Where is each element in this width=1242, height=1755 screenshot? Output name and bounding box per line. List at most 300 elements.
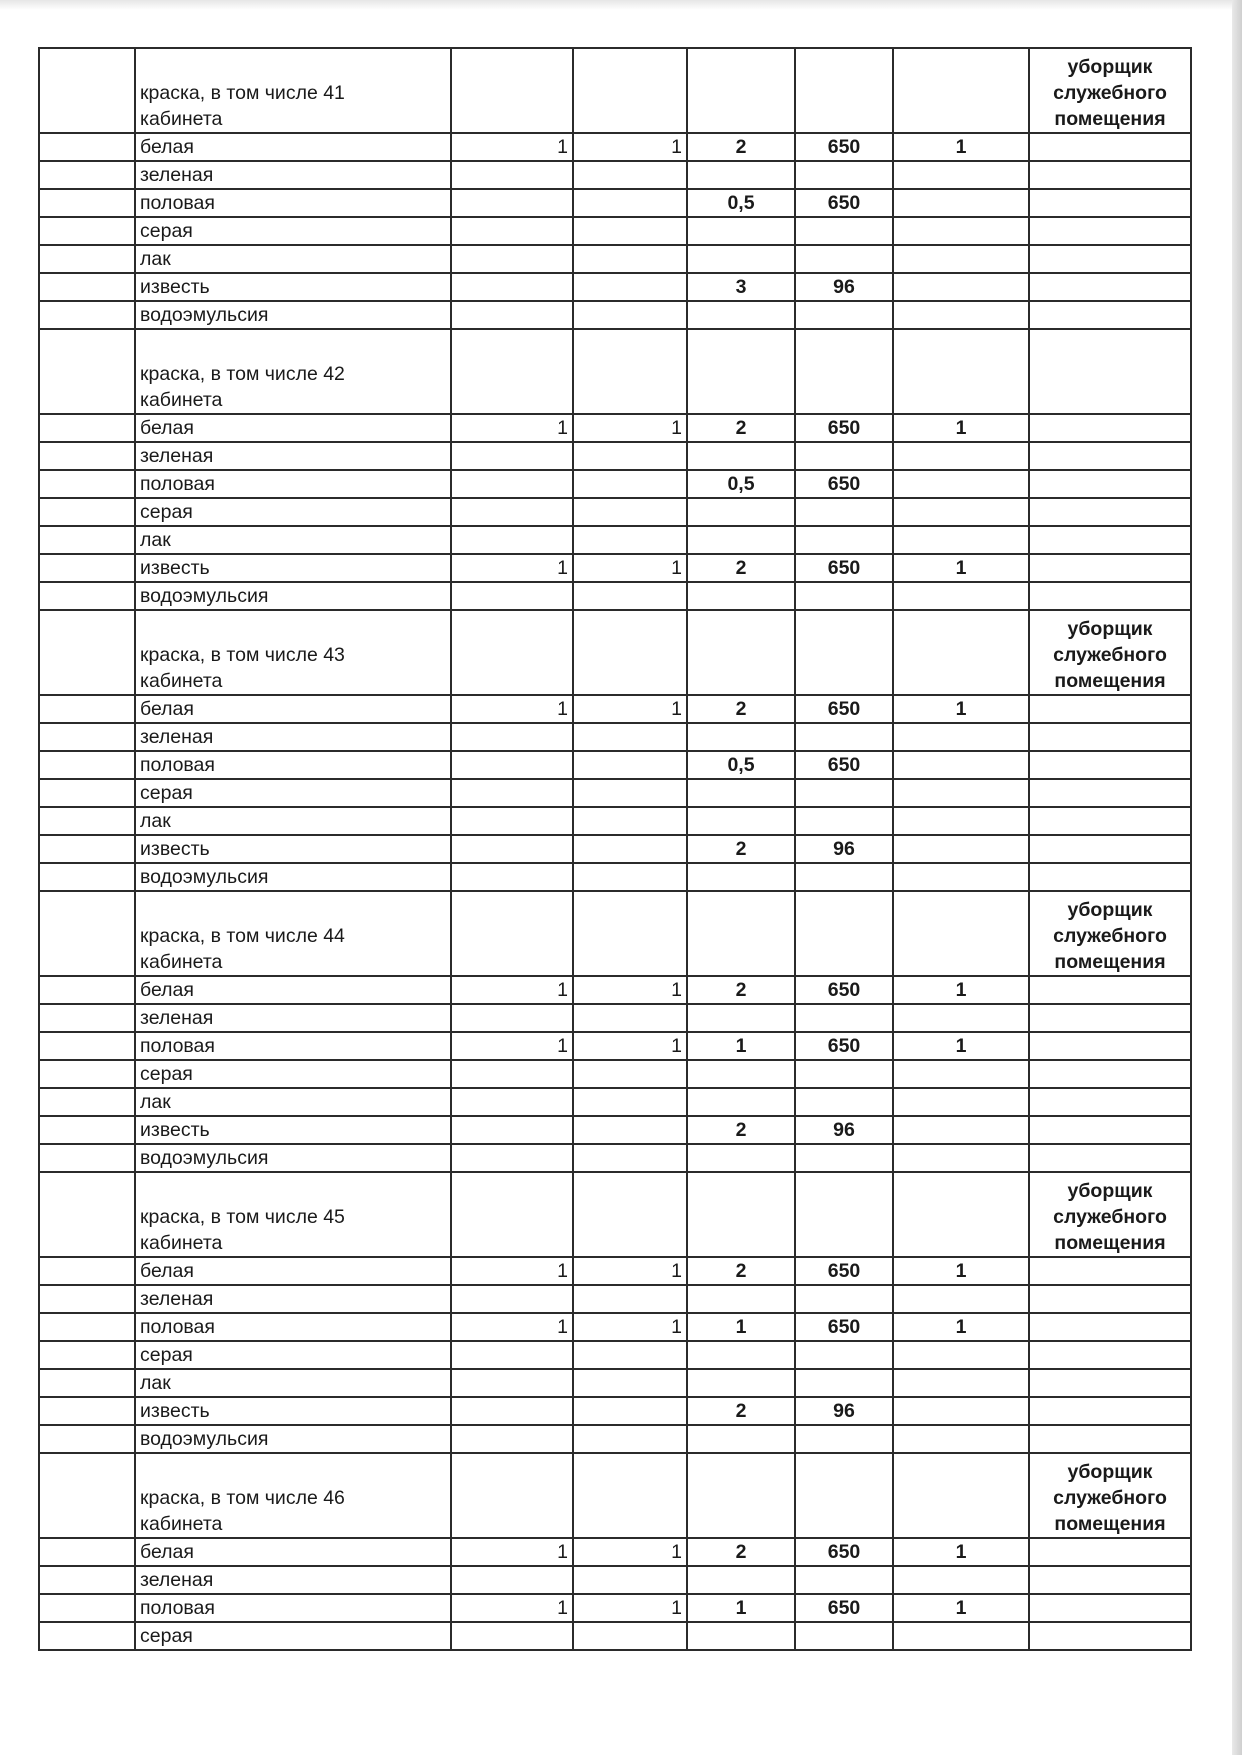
item-name: зеленая [135,161,451,189]
price-cell: 650 [795,1538,893,1566]
table-row [39,301,1191,329]
qty-a-cell [451,863,573,891]
qty-b-cell [573,1622,687,1650]
responsible-role [1029,891,1191,976]
table-row [39,582,1191,610]
price-cell [795,1144,893,1172]
qty-a-cell: 1 [451,133,573,161]
blank-cell [573,610,687,695]
price-cell [795,217,893,245]
qty-c-cell: 2 [687,1116,795,1144]
count-cell [893,1622,1029,1650]
item-name: зеленая [135,1285,451,1313]
qty-c-cell [687,1566,795,1594]
blank-cell [39,1172,135,1257]
table-row [39,442,1191,470]
count-cell [893,1369,1029,1397]
blank-cell [687,1453,795,1538]
item-name: половая [135,1313,451,1341]
blank-cell [39,1144,135,1172]
item-name: водоэмульсия [135,1425,451,1453]
qty-b-cell: 1 [573,133,687,161]
qty-c-cell [687,779,795,807]
count-cell [893,273,1029,301]
qty-c-cell [687,1004,795,1032]
blank-cell [1029,863,1191,891]
blank-cell [795,329,893,414]
blank-cell [39,1566,135,1594]
blank-cell [1029,554,1191,582]
table-row [39,1116,1191,1144]
blank-cell [39,133,135,161]
qty-a-cell: 1 [451,1032,573,1060]
blank-cell [893,1172,1029,1257]
qty-b-cell [573,498,687,526]
qty-b-cell [573,1566,687,1594]
qty-b-cell [573,751,687,779]
section-title-line: кабинета [140,670,223,692]
blank-cell [1029,695,1191,723]
qty-a-cell [451,217,573,245]
count-cell [893,582,1029,610]
blank-cell [39,835,135,863]
item-name: известь [135,554,451,582]
blank-cell [39,442,135,470]
table-row [39,273,1191,301]
table-row [39,1313,1191,1341]
price-cell: 96 [795,273,893,301]
table-row [39,470,1191,498]
qty-a-cell: 1 [451,414,573,442]
qty-a-cell: 1 [451,976,573,1004]
price-cell [795,498,893,526]
price-cell [795,779,893,807]
qty-b-cell [573,807,687,835]
table-row [39,1425,1191,1453]
blank-cell [795,891,893,976]
price-cell: 650 [795,133,893,161]
blank-cell [39,1116,135,1144]
qty-a-cell [451,723,573,751]
blank-cell [1029,273,1191,301]
blank-cell [451,48,573,133]
count-cell [893,779,1029,807]
table-row [39,976,1191,1004]
section-title [135,891,451,976]
qty-b-cell: 1 [573,1257,687,1285]
qty-a-cell [451,807,573,835]
section-title-line: краска, в том числе 42 [140,363,345,385]
item-name: половая [135,751,451,779]
qty-c-cell: 1 [687,1594,795,1622]
table-row [39,1285,1191,1313]
price-cell: 96 [795,1116,893,1144]
price-cell [795,582,893,610]
table-row [39,863,1191,891]
qty-a-cell [451,442,573,470]
blank-cell [1029,1538,1191,1566]
blank-cell [39,48,135,133]
item-name: известь [135,273,451,301]
blank-cell [1029,161,1191,189]
price-cell [795,526,893,554]
qty-b-cell [573,779,687,807]
qty-a-cell [451,1397,573,1425]
count-cell: 1 [893,554,1029,582]
section-title-line: краска, в том числе 45 [140,1206,345,1228]
count-cell [893,1116,1029,1144]
qty-c-cell [687,161,795,189]
blank-cell [451,1172,573,1257]
count-cell: 1 [893,695,1029,723]
qty-c-cell: 2 [687,414,795,442]
qty-a-cell [451,1060,573,1088]
table-row [39,695,1191,723]
item-name: зеленая [135,723,451,751]
qty-c-cell [687,1088,795,1116]
qty-c-cell [687,442,795,470]
role-line: уборщик [1067,1461,1153,1483]
qty-b-cell [573,273,687,301]
count-cell: 1 [893,133,1029,161]
price-cell [795,442,893,470]
blank-cell [39,779,135,807]
blank-cell [573,48,687,133]
qty-b-cell [573,1369,687,1397]
table-row [39,835,1191,863]
section-header-row [39,1172,1191,1257]
item-name: зеленая [135,442,451,470]
qty-c-cell [687,245,795,273]
qty-c-cell [687,526,795,554]
section-title-line: краска, в том числе 41 [140,82,345,104]
blank-cell [1029,1060,1191,1088]
item-name: белая [135,414,451,442]
item-name: известь [135,1397,451,1425]
role-line: помещения [1054,951,1166,973]
blank-cell [893,329,1029,414]
qty-b-cell [573,1060,687,1088]
blank-cell [39,1032,135,1060]
role-line: служебного [1053,82,1167,104]
blank-cell [1029,1116,1191,1144]
table-row [39,751,1191,779]
price-cell [795,723,893,751]
qty-b-cell [573,1116,687,1144]
section-title-line: кабинета [140,1232,223,1254]
qty-c-cell: 0,5 [687,751,795,779]
blank-cell [1029,1341,1191,1369]
qty-c-cell: 0,5 [687,189,795,217]
qty-a-cell [451,273,573,301]
count-cell [893,301,1029,329]
qty-b-cell [573,1285,687,1313]
blank-cell [687,48,795,133]
blank-cell [39,1313,135,1341]
blank-cell [1029,498,1191,526]
item-name: белая [135,695,451,723]
count-cell: 1 [893,1032,1029,1060]
blank-cell [687,610,795,695]
blank-cell [39,470,135,498]
responsible-role [1029,610,1191,695]
qty-b-cell: 1 [573,1313,687,1341]
table-row [39,1622,1191,1650]
count-cell [893,189,1029,217]
count-cell [893,751,1029,779]
qty-b-cell [573,1397,687,1425]
item-name: серая [135,1341,451,1369]
qty-a-cell [451,526,573,554]
blank-cell [1029,1004,1191,1032]
qty-a-cell [451,189,573,217]
qty-b-cell [573,470,687,498]
blank-cell [1029,1257,1191,1285]
table-row [39,1004,1191,1032]
count-cell [893,161,1029,189]
qty-c-cell [687,217,795,245]
section-title-line: кабинета [140,951,223,973]
price-cell [795,1566,893,1594]
materials-table [38,47,1192,1651]
item-name: белая [135,133,451,161]
table-row [39,554,1191,582]
blank-cell [39,245,135,273]
price-cell [795,1285,893,1313]
count-cell: 1 [893,976,1029,1004]
blank-cell [1029,1088,1191,1116]
blank-cell [39,161,135,189]
qty-b-cell: 1 [573,1538,687,1566]
blank-cell [1029,723,1191,751]
count-cell [893,217,1029,245]
qty-c-cell: 2 [687,695,795,723]
price-cell [795,1622,893,1650]
section-title-line: кабинета [140,108,223,130]
role-line: служебного [1053,1487,1167,1509]
price-cell: 650 [795,976,893,1004]
blank-cell [1029,442,1191,470]
price-cell: 650 [795,695,893,723]
table-row [39,807,1191,835]
blank-cell [451,329,573,414]
blank-cell [39,273,135,301]
blank-cell [39,329,135,414]
item-name: половая [135,1032,451,1060]
qty-a-cell [451,1425,573,1453]
role-line: помещения [1054,670,1166,692]
table-row [39,498,1191,526]
table-row [39,189,1191,217]
blank-cell [451,1453,573,1538]
blank-cell [451,891,573,976]
price-cell [795,1088,893,1116]
qty-b-cell [573,835,687,863]
qty-a-cell [451,1285,573,1313]
responsible-role [1029,1453,1191,1538]
blank-cell [39,1538,135,1566]
qty-c-cell: 2 [687,976,795,1004]
qty-c-cell [687,1369,795,1397]
count-cell [893,723,1029,751]
price-cell [795,1341,893,1369]
qty-a-cell [451,1088,573,1116]
item-name: водоэмульсия [135,1144,451,1172]
item-name: серая [135,779,451,807]
blank-cell [573,1453,687,1538]
table-row [39,723,1191,751]
role-line: уборщик [1067,618,1153,640]
count-cell [893,807,1029,835]
qty-a-cell [451,835,573,863]
qty-c-cell [687,863,795,891]
item-name: серая [135,1060,451,1088]
qty-c-cell [687,498,795,526]
blank-cell [39,1257,135,1285]
qty-b-cell [573,863,687,891]
item-name: половая [135,1594,451,1622]
blank-cell [1029,526,1191,554]
qty-b-cell [573,1088,687,1116]
count-cell [893,1285,1029,1313]
qty-a-cell [451,470,573,498]
table-row [39,1341,1191,1369]
table-row [39,779,1191,807]
item-name: белая [135,976,451,1004]
table-row [39,1369,1191,1397]
price-cell: 650 [795,1313,893,1341]
item-name: водоэмульсия [135,301,451,329]
qty-a-cell [451,245,573,273]
section-title [135,48,451,133]
count-cell [893,1088,1029,1116]
table-row [39,1257,1191,1285]
table-row [39,1032,1191,1060]
blank-cell [573,891,687,976]
qty-a-cell [451,1566,573,1594]
blank-cell [1029,751,1191,779]
blank-cell [1029,1285,1191,1313]
qty-c-cell: 1 [687,1313,795,1341]
qty-a-cell: 1 [451,554,573,582]
section-title [135,329,451,414]
blank-cell [795,48,893,133]
blank-cell [1029,582,1191,610]
price-cell [795,1060,893,1088]
qty-a-cell: 1 [451,1538,573,1566]
price-cell: 650 [795,1032,893,1060]
qty-c-cell [687,1144,795,1172]
blank-cell [39,554,135,582]
responsible-role [1029,48,1191,133]
blank-cell [39,610,135,695]
qty-c-cell [687,1425,795,1453]
qty-a-cell [451,1622,573,1650]
table-row [39,1060,1191,1088]
blank-cell [39,1453,135,1538]
item-name: лак [135,245,451,273]
price-cell [795,863,893,891]
item-name: серая [135,498,451,526]
blank-cell [451,610,573,695]
qty-a-cell [451,301,573,329]
blank-cell [573,1172,687,1257]
blank-cell [39,807,135,835]
blank-cell [39,189,135,217]
blank-cell [39,217,135,245]
qty-b-cell [573,1341,687,1369]
role-line: помещения [1054,1232,1166,1254]
role-line: уборщик [1067,1180,1153,1202]
section-header-row [39,610,1191,695]
table-row [39,414,1191,442]
qty-b-cell [573,189,687,217]
price-cell: 650 [795,414,893,442]
price-cell: 96 [795,835,893,863]
table-row [39,161,1191,189]
role-line: служебного [1053,925,1167,947]
blank-cell [1029,189,1191,217]
table-row [39,526,1191,554]
qty-a-cell [451,582,573,610]
blank-cell [687,891,795,976]
blank-cell [39,1341,135,1369]
price-cell: 96 [795,1397,893,1425]
qty-c-cell: 2 [687,1538,795,1566]
count-cell [893,863,1029,891]
price-cell: 650 [795,554,893,582]
qty-b-cell [573,526,687,554]
qty-a-cell: 1 [451,1594,573,1622]
qty-a-cell [451,1369,573,1397]
count-cell [893,1566,1029,1594]
item-name: водоэмульсия [135,863,451,891]
section-title [135,1172,451,1257]
count-cell [893,245,1029,273]
price-cell [795,301,893,329]
item-name: известь [135,835,451,863]
count-cell [893,1425,1029,1453]
qty-a-cell [451,161,573,189]
qty-b-cell [573,217,687,245]
table-row [39,1594,1191,1622]
blank-cell [1029,1566,1191,1594]
materials-table-body [39,48,1191,1650]
qty-b-cell: 1 [573,976,687,1004]
blank-cell [39,1397,135,1425]
blank-cell [1029,835,1191,863]
price-cell: 650 [795,1594,893,1622]
qty-a-cell [451,1144,573,1172]
qty-a-cell: 1 [451,1313,573,1341]
qty-b-cell [573,161,687,189]
table-row [39,133,1191,161]
qty-a-cell: 1 [451,1257,573,1285]
section-title-line: краска, в том числе 46 [140,1487,345,1509]
qty-b-cell: 1 [573,695,687,723]
item-name: половая [135,189,451,217]
blank-cell [687,1172,795,1257]
qty-c-cell: 2 [687,554,795,582]
blank-cell [1029,414,1191,442]
blank-cell [39,891,135,976]
blank-cell [39,723,135,751]
section-title-line: краска, в том числе 44 [140,925,345,947]
blank-cell [1029,779,1191,807]
item-name: лак [135,1088,451,1116]
table-row [39,1144,1191,1172]
count-cell [893,1004,1029,1032]
